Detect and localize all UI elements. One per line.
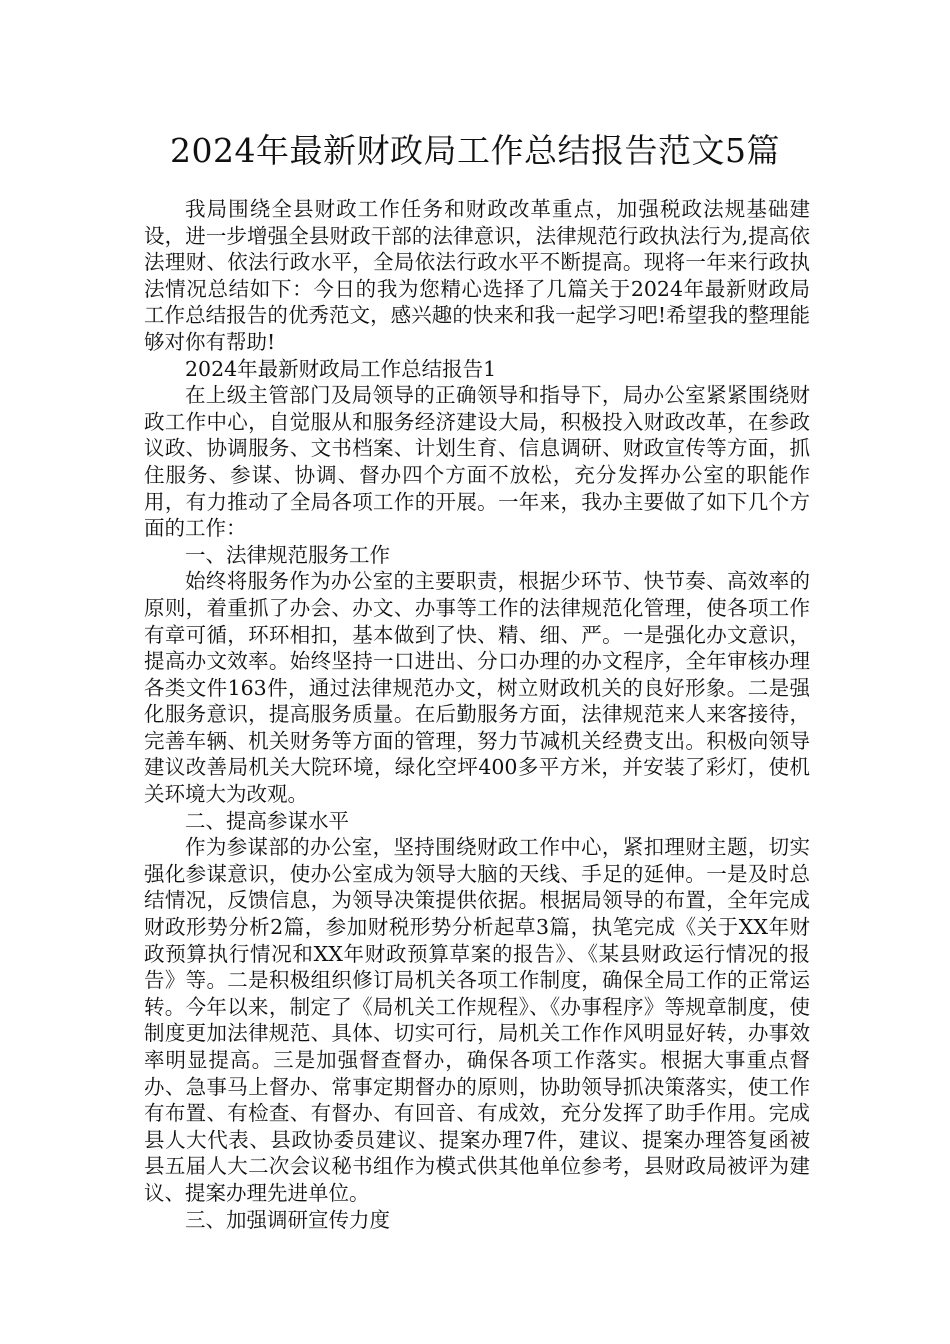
body-paragraph: 始终将服务作为办公室的主要职责，根据少环节、快节奏、高效率的原则，着重抓了办会、办文、办事等工作的法律规范化管理，使各项工作有章可循，环环相扣，基本做到了快、精、细、严。一是强化办文意识，提高办文效率。始终坚持一口进出、分口办理的办文程序，全年审核办理各类文件163件，通过法律规范办文，树立财政机关的良好形象。二是强化服务意识，提高服务质量。在后勤服务方面，法律规范来人来客接待，完善车辆、机关财务等方面的管理，努力节减机关经费支出。积极向领导建议改善局机关大院环境，绿化空坪400多平方米，并安装了彩灯，使机关环境大为改观。: [144, 569, 810, 807]
body-paragraph: 作为参谋部的办公室，坚持围绕财政工作中心，紧扣理财主题，切实强化参谋意识，使办公室成为领导大脑的天线、手足的延伸。一是及时总结情况，反馈信息，为领导决策提供依据。根据局领导的布置，全年完成财政形势分析2篇，参加财税形势分析起草3篇，执笔完成《关于XX年财政预算执行情况和XX年财政预算草案的报告》、《某县财政运行情况的报告》等。二是积极组织修订局机关各项工作制度，确保全局工作的正常运转。今年以来，制定了《局机关工作规程》、《办事程序》等规章制度，使制度更加法律规范、具体、切实可行，局机关工作作风明显好转，办事效率明显提高。三是加强督查督办，确保各项工作落实。根据大事重点督办、急事马上督办、常事定期督办的原则，协助领导抓决策落实，使工作有布置、有检查、有督办、有回音、有成效，充分发挥了助手作用。完成县人大代表、县政协委员建议、提案办理7件，建议、提案办理答复函被县五届人大二次会议秘书组作为模式供其他单位参考，县财政局被评为建议、提案办理先进单位。: [144, 835, 810, 1205]
report-heading: 2024年最新财政局工作总结报告1: [185, 356, 497, 381]
body-paragraph: 在上级主管部门及局领导的正确领导和指导下，局办公室紧紧围绕财政工作中心，自觉服从和服务经济建设大局，积极投入财政改革，在参政议政、协调服务、文书档案、计划生育、信息调研、财政宣传等方面，抓住服务、参谋、协调、督办四个方面不放松，充分发挥办公室的职能作用，有力推动了全局各项工作的开展。一年来，我办主要做了如下几个方面的工作：: [144, 383, 810, 541]
section-heading-3: 三、加强调研宣传力度: [185, 1207, 390, 1232]
intro-paragraph: 我局围绕全县财政工作任务和财政改革重点，加强税政法规基础建设，进一步增强全县财政干部的法律意识，法律规范行政执法行为,提高依法理财、依法行政水平，全局依法行政水平不断提高。现将一年来行政执法情况总结如下：今日的我为您精心选择了几篇关于2024年最新财政局工作总结报告的优秀范文，感兴趣的快来和我一起学习吧!希望我的整理能够对你有帮助!: [144, 197, 810, 354]
document-body: [144, 196, 810, 1233]
section-heading-2: 二、提高参谋水平: [185, 808, 349, 833]
document-title: 2024年最新财政局工作总结报告范文5篇: [170, 131, 780, 170]
section-heading-1: 一、法律规范服务工作: [185, 542, 390, 567]
